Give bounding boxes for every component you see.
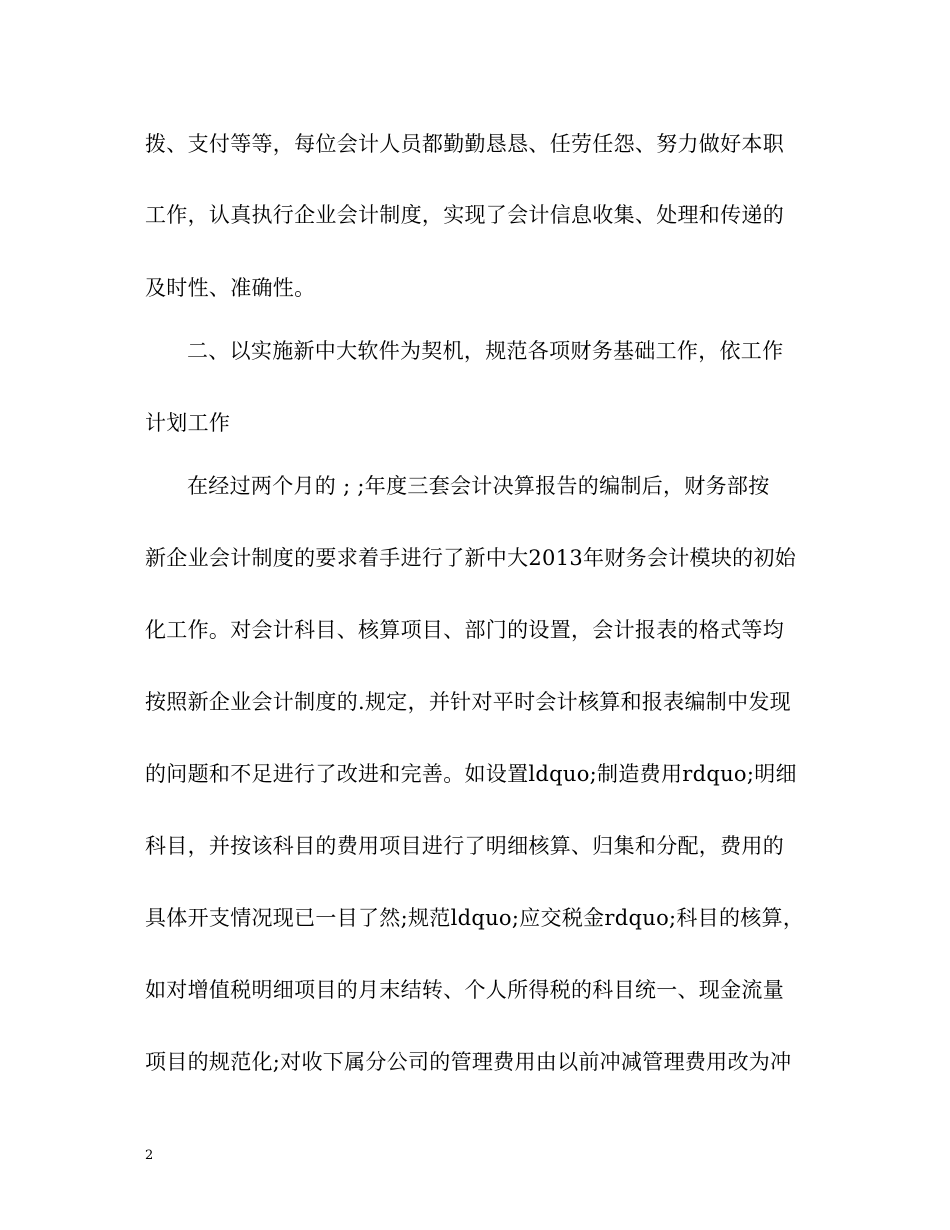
paragraph-line: 项目的规范化;对收下属分公司的管理费用由以前冲减管理费用改为冲 [145, 1050, 792, 1074]
paragraph-line: 科目，并按该科目的费用项目进行了明细核算、归集和分配，费用的 [145, 834, 784, 858]
page-number: 2 [145, 1148, 154, 1163]
paragraph-line: 的问题和不足进行了改进和完善。如设置ldquo;制造费用rdquo;明细 [145, 762, 797, 786]
paragraph-line: 工作，认真执行企业会计制度，实现了会计信息收集、处理和传递的 [145, 203, 784, 227]
paragraph-line: 在经过两个月的 ; ;年度三套会计决算报告的编制后，财务部按 [187, 474, 770, 498]
paragraph-line: 具体开支情况现已一目了然;规范ldquo;应交税金rdquo;科目的核算， [145, 906, 805, 930]
paragraph-line: 及时性、准确性。 [145, 276, 316, 300]
paragraph-line: 化工作。对会计科目、核算项目、部门的设置，会计报表的格式等均 [145, 618, 784, 642]
paragraph-line: 按照新企业会计制度的.规定，并针对平时会计核算和报表编制中发现 [145, 690, 791, 714]
paragraph-line: 如对增值税明细项目的月末结转、个人所得税的科目统一、现金流量 [145, 978, 784, 1002]
paragraph-line: 拨、支付等等，每位会计人员都勤勤恳恳、任劳任怨、努力做好本职 [145, 132, 784, 156]
section-heading-line: 计划工作 [145, 411, 231, 435]
paragraph-line: 新企业会计制度的要求着手进行了新中大2013年财务会计模块的初始 [145, 546, 797, 570]
section-heading-line: 二、以实施新中大软件为契机，规范各项财务基础工作，依工作 [187, 339, 784, 363]
